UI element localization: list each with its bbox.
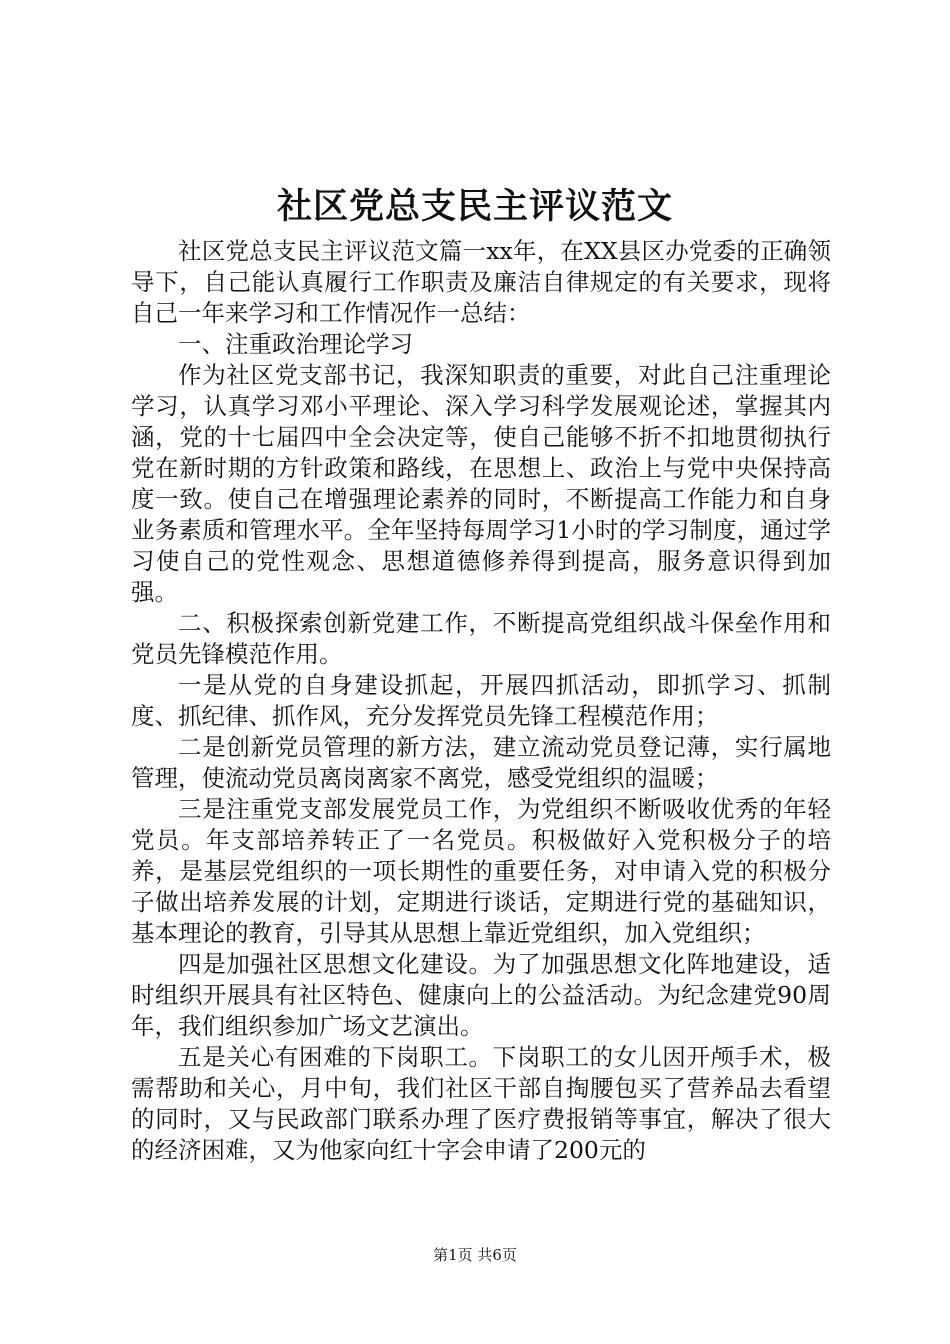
- paragraph: 五是关心有困难的下岗职工。下岗职工的女儿因开颅手术，极需帮助和关心，月中旬，我们社区干部自掏腰包买了营养品去看望的同时，又与民政部门联系办理了医疗费报销等事宜，解决了很大的经济困难，又为他家向红十字会申请了200元的: [131, 1043, 831, 1164]
- page-footer: 第1页 共6页: [433, 1246, 517, 1264]
- document-title: 社区党总支民主评议范文: [276, 186, 673, 227]
- paragraph: 一是从党的自身建设抓起，开展四抓活动，即抓学习、抓制度、抓纪律、抓作风，充分发挥党员先锋工程模范作用；: [131, 671, 831, 730]
- paragraph: 三是注重党支部发展党员工作，为党组织不断吸收优秀的年轻党员。年支部培养转正了一名党员。积极做好入党积极分子的培养，是基层党组织的一项长期性的重要任务，对申请入党的积极分子做出培养发展的计划，定期进行谈话，定期进行党的基础知识，基本理论的教育，引导其从思想上靠近党组织，加入党组织；: [131, 795, 831, 947]
- paragraph: 二是创新党员管理的新方法，建立流动党员登记薄，实行属地管理，使流动党员离岗离家不离党，感受党组织的温暖；: [131, 733, 831, 792]
- paragraph: 社区党总支民主评议范文篇一xx年，在XX县区办党委的正确领导下，自己能认真履行工作职责及廉洁自律规定的有关要求，现将自己一年来学习和工作情况作一总结：: [131, 237, 831, 327]
- paragraph: 一、注重政治理论学习: [178, 330, 413, 358]
- paragraph: 作为社区党支部书记，我深知职责的重要，对此自己注重理论学习，认真学习邓小平理论、深入学习科学发展观论述，掌握其内涵，党的十七届四中全会决定等，使自己能够不折不扣地贯彻执行党在新时期的方针政策和路线，在思想上、政治上与党中央保持高度一致。使自己在增强理论素养的同时，不断提高工作能力和自身业务素质和管理水平。全年坚持每周学习1小时的学习制度，通过学习使自己的党性观念、思想道德修养得到提高，服务意识得到加强。: [131, 361, 831, 606]
- paragraph: 二、积极探索创新党建工作，不断提高党组织战斗保垒作用和党员先锋模范作用。: [131, 609, 831, 668]
- document-body: [131, 236, 831, 1166]
- paragraph: 四是加强社区思想文化建设。为了加强思想文化阵地建设，适时组织开展具有社区特色、健康向上的公益活动。为纪念建党90周年，我们组织参加广场文艺演出。: [131, 950, 831, 1040]
